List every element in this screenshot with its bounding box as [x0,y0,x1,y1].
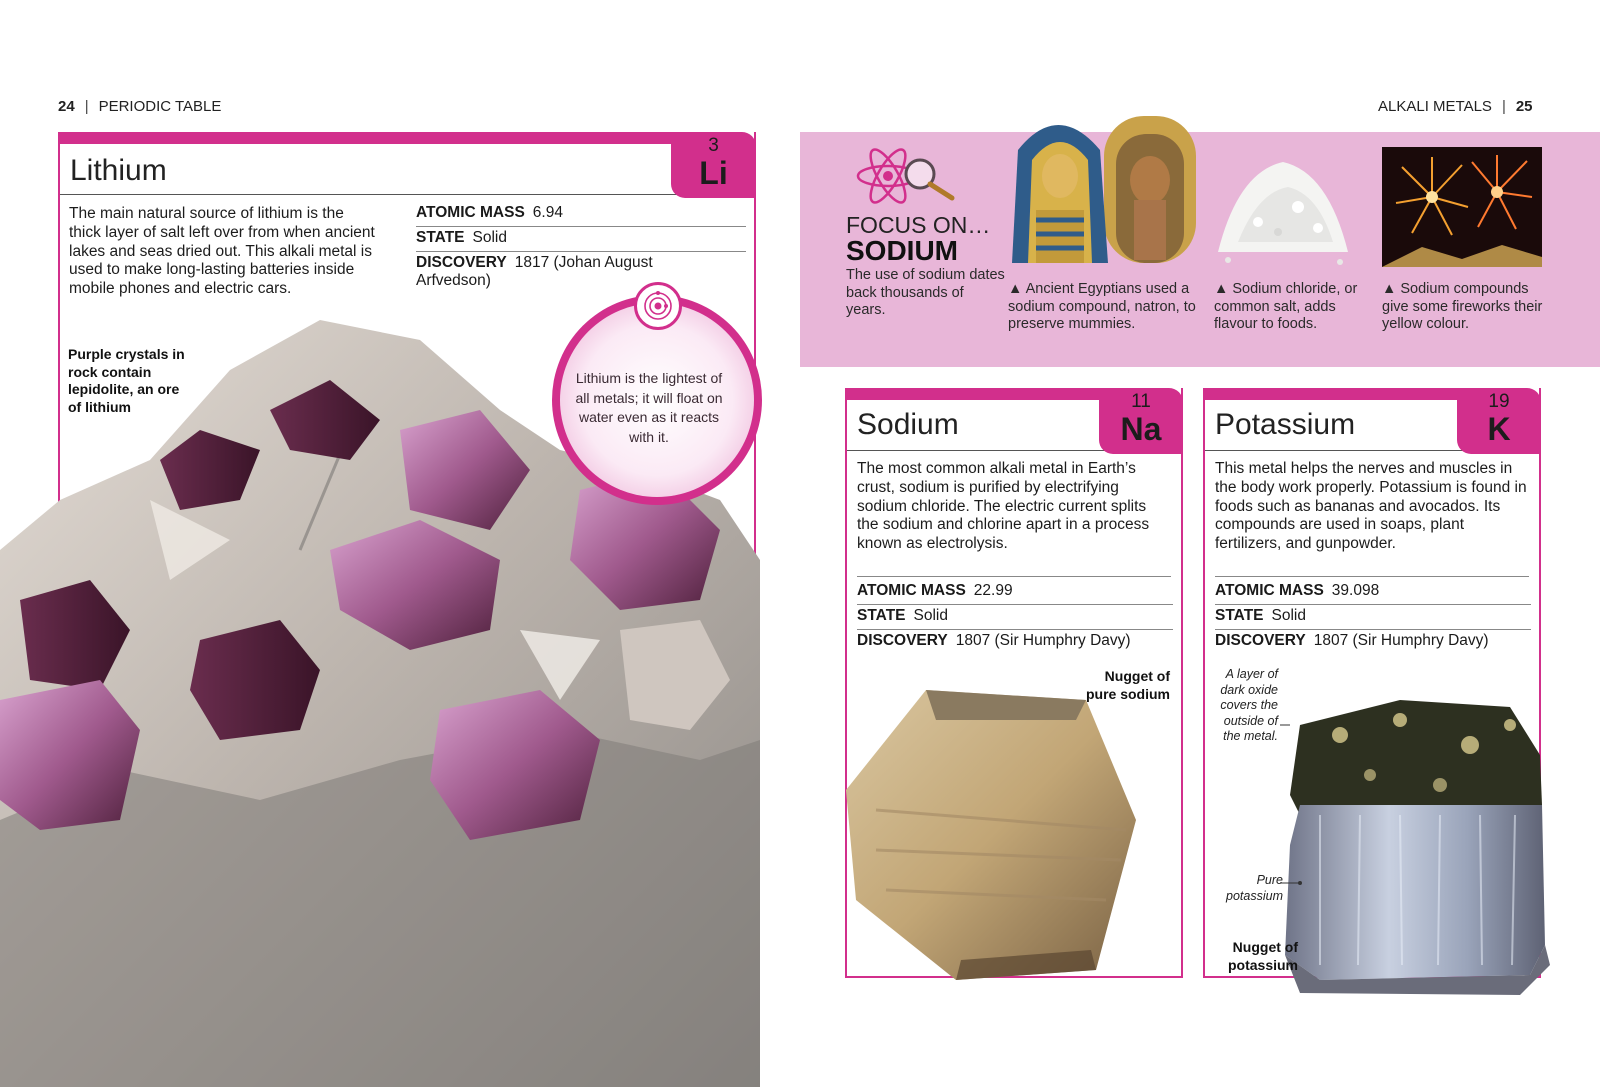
sodium-nugget-photo [836,680,1166,990]
element-description: This metal helps the nerves and muscles in the body work properly. Potassium is found in foods such as bananas and avocados. Its compounds are used in soaps, plant fertilizers, and gunpowder. [1215,460,1527,553]
element-tile-lithium [671,132,756,198]
fireworks-photo [1382,147,1542,267]
fact-list [857,580,1173,654]
fact-atomic-mass: ATOMIC MASS 39.098 [1215,580,1531,605]
focus-caption-salt: ▲ Sodium chloride, or common salt, adds flavour to foods. [1214,281,1358,332]
fact-list [416,202,746,294]
focus-title: SODIUM [846,235,958,266]
element-description: The main natural source of lithium is the thick layer of salt left over from when ancient lakes and seas dried out. This alkali metal is used to make long-lasting batteries inside mobile phones and electric cars. [69,205,375,298]
focus-sodium-band [800,132,1600,367]
title-rule [60,194,754,195]
atom-badge [634,282,682,330]
potassium-photo-caption: Nugget of potassium [1227,939,1298,973]
oxide-layer-annotation: A layer of dark oxide covers the outside of the metal. [1220,667,1278,743]
focus-caption-mummies: ▲ Ancient Egyptians used a sodium compound, natron, to preserve mummies. [1008,281,1196,332]
right-section-title: ALKALI METALS [1378,98,1492,115]
focus-intro: The use of sodium dates back thousands of years. [846,267,1005,318]
focus-caption-fireworks: ▲ Sodium compounds give some fireworks their yellow colour. [1382,281,1543,332]
element-name: Lithium [70,154,167,187]
left-section-title: PERIODIC TABLE [98,98,222,115]
element-description: The most common alkali metal in Earth’s crust, sodium is purified by electrifying sodium chloride. The electric current splits the sodium and chlorine apart in a process known as electrolysis. [857,460,1150,553]
fact-state: STATE Solid [857,605,1173,630]
element-symbol: Na [1120,411,1162,447]
element-tile-potassium [1457,388,1541,454]
card-top-bar [1203,388,1469,400]
element-symbol: Li [699,155,728,191]
atomic-number: 3 [708,135,719,156]
potassium-nugget-photo [1280,695,1565,995]
left-page-number: 24 [58,98,75,115]
atom-icon [637,285,679,327]
fact-atomic-mass: ATOMIC MASS 6.94 [416,202,746,227]
fact-discovery: DISCOVERY 1817 (Johan August Arfvedson) [416,254,653,289]
fact-atomic-mass: ATOMIC MASS 22.99 [857,580,1173,605]
card-top-bar [845,388,1111,400]
pure-potassium-annotation: Pure potassium [1226,873,1283,903]
egyptian-mummy-photo [1008,110,1200,263]
atomic-number: 19 [1488,391,1510,412]
left-running-head: 24 | PERIODIC TABLE [58,98,222,115]
sodium-photo-caption: Nugget of pure sodium [1085,668,1170,702]
fact-state: STATE Solid [1215,605,1531,630]
element-symbol: K [1487,411,1511,447]
element-name: Sodium [857,408,959,441]
facts-top-rule [857,576,1171,577]
card-top-bar [58,132,684,144]
fact-discovery: DISCOVERY 1807 (Sir Humphry Davy) [857,632,1131,649]
fact-bubble-text: Lithium is the lightest of all metals; it will float on water even as it reacts with it. [575,370,723,445]
right-page-number: 25 [1515,98,1533,115]
fact-state: STATE Solid [416,227,746,252]
fact-bubble [552,295,762,505]
fact-list [1215,580,1531,654]
facts-top-rule [1215,576,1529,577]
atom-magnifier-icon [850,146,960,206]
right-running-head: ALKALI METALS | 25 [1378,98,1533,115]
salt-photo [1208,132,1358,272]
element-name: Potassium [1215,408,1356,441]
focus-kicker: FOCUS ON… [846,212,991,238]
lithium-photo-caption: Purple crystals in rock contain lepidolite, an ore of lithium [68,346,185,415]
fact-discovery: DISCOVERY 1807 (Sir Humphry Davy) [1215,632,1489,649]
element-tile-sodium [1099,388,1183,454]
atomic-number: 11 [1131,391,1151,412]
